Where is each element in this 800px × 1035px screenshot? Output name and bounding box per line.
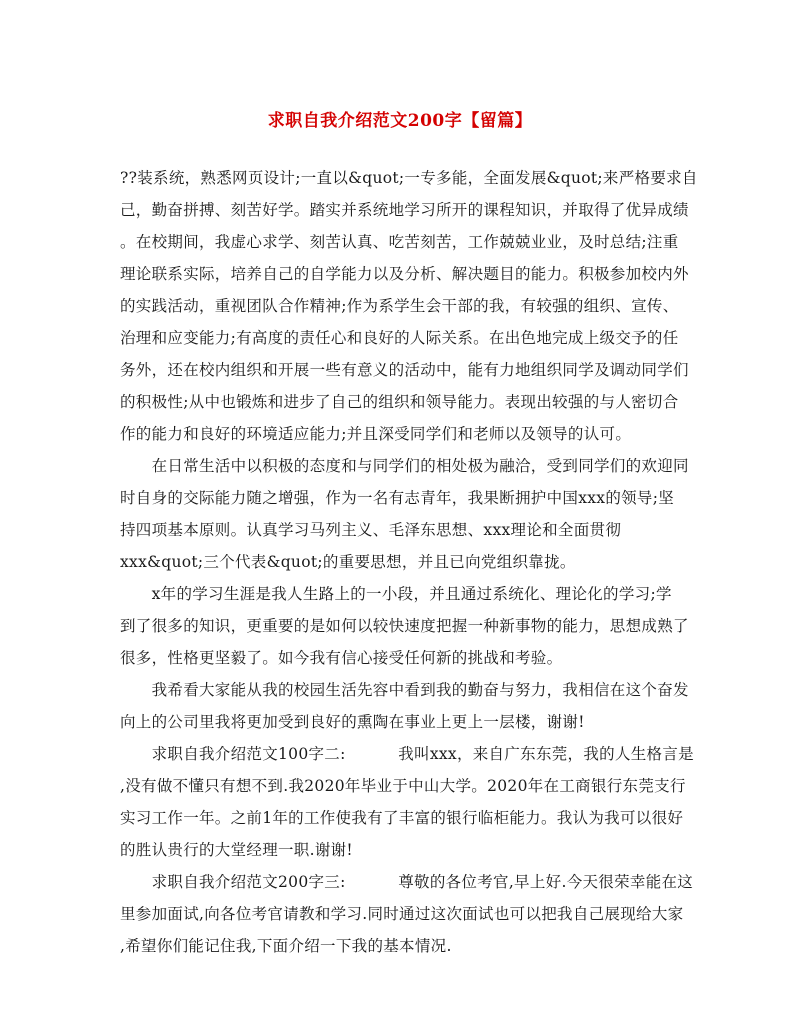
body-line: 很多，性格更坚毅了。如今我有信心接受任何新的挑战和考验。 [120, 649, 563, 667]
body-line: 的积极性;从中也锻炼和进步了自己的组织和领导能力。表现出较强的与人密切合 [120, 393, 679, 411]
body-line: 向上的公司里我将更加受到良好的熏陶在事业上更上一层楼，谢谢! [120, 713, 585, 731]
body-line: 。在校期间，我虚心求学、刻苦认真、吃苦刻苦，工作兢兢业业，及时总结;注重 [120, 233, 679, 251]
body-line: 持四项基本原则。认真学习马列主义、毛泽东思想、xxx理论和全面贯彻 [120, 521, 622, 539]
body-line: xxx&quot;三个代表&quot;的重要思想，并且已向党组织靠拢。 [120, 553, 576, 571]
body-line: 的胜认贵行的大堂经理一职.谢谢! [120, 841, 353, 859]
body-line: x年的学习生涯是我人生路上的一小段，并且通过系统化、理论化的学习;学 [120, 585, 672, 603]
body-line: 时自身的交际能力随之增强，作为一名有志青年，我果断拥护中国xxx的领导;坚 [120, 489, 675, 507]
body-line: 理论联系实际，培养自己的自学能力以及分析、解决题目的能力。积极参加校内外 [120, 265, 689, 283]
body-line: 在日常生活中以积极的态度和与同学们的相处极为融洽，受到同学们的欢迎同 [120, 457, 689, 475]
body-line: 己，勤奋拼搏、刻苦好学。踏实并系统地学习所开的课程知识，并取得了优异成绩 [120, 201, 689, 219]
body-line: ,希望你们能记住我,下面介绍一下我的基本情况. [120, 937, 452, 955]
body-line: 我希看大家能从我的校园生活先容中看到我的勤奋与努力，我相信在这个奋发 [120, 681, 689, 699]
body-line: 实习工作一年。之前1年的工作使我有了丰富的银行临柜能力。我认为我可以很好 [120, 809, 684, 827]
body-line: 的实践活动，重视团队合作精神;作为系学生会干部的我，有较强的组织、宣传、 [120, 297, 679, 315]
body-line: 作的能力和良好的环境适应能力;并且深受同学们和老师以及领导的认可。 [120, 425, 632, 443]
body-line: 务外，还在校内组织和开展一些有意义的活动中，能有力地组织同学及调动同学们 [120, 361, 689, 379]
body-line: ,没有做不懂只有想不到.我2020年毕业于中山大学。2020年在工商银行东莞支行 [120, 777, 686, 795]
body-line: 求职自我介绍范文100字二: 我叫xxx，来自广东东莞，我的人生格言是 [120, 745, 694, 763]
body-line: 治理和应变能力;有高度的责任心和良好的人际关系。在出色地完成上级交予的任 [120, 329, 679, 347]
document-title: 求职自我介绍范文200字【留篇】 [267, 111, 533, 131]
body-line: 到了很多的知识，更重要的是如何以较快速度把握一种新事物的能力，思想成熟了 [120, 617, 689, 635]
body-line: 里参加面试,向各位考官请教和学习.同时通过这次面试也可以把我自己展现给大家 [120, 905, 684, 923]
body-line: 求职自我介绍范文200字三: 尊敬的各位考官,早上好.今天很荣幸能在这 [120, 873, 694, 891]
body-line: ??装系统，熟悉网页设计;一直以&quot;一专多能，全面发展&quot;来严格要求自 [120, 169, 698, 187]
